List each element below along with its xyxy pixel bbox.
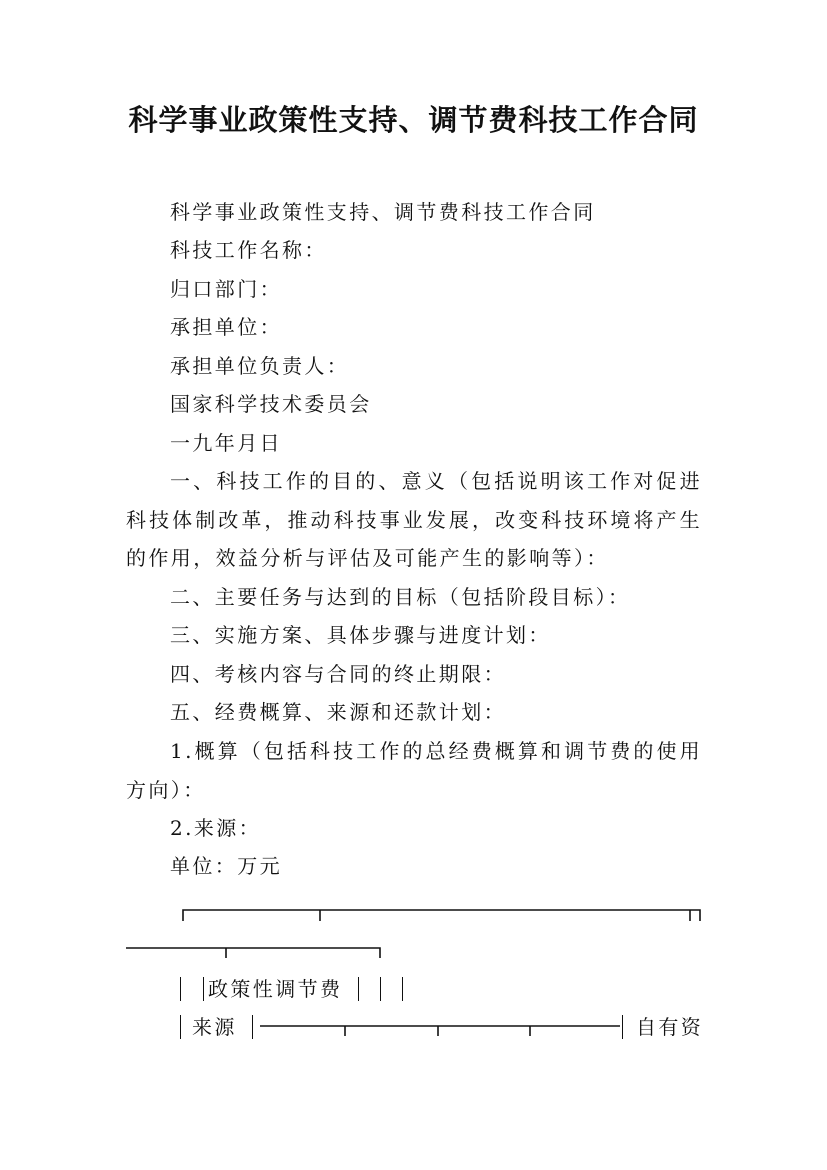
table-right-cell: 自有资 (636, 1015, 704, 1039)
table-vbar (358, 977, 359, 1001)
paragraph-budget: 1.概算（包括科技工作的总经费概算和调节费的使用方向）： (126, 739, 702, 802)
table-vbar (180, 977, 181, 1001)
paragraph-section-5: 五、经费概算、来源和还款计划： (170, 700, 506, 724)
table-vbar (180, 1015, 181, 1039)
paragraph-work-name: 科技工作名称： (170, 238, 327, 262)
document-title: 科学事业政策性支持、调节费科技工作合同 (128, 103, 699, 137)
table-vbar (380, 977, 381, 1001)
table-row-label: 来源 (192, 1015, 237, 1039)
paragraph-section-4: 四、考核内容与合同的终止期限： (170, 662, 506, 686)
paragraph-unit: 承担单位： (170, 315, 282, 339)
paragraph-source: 2.来源： (170, 816, 262, 840)
paragraph-contract-name: 科学事业政策性支持、调节费科技工作合同 (170, 200, 596, 224)
paragraph-unit-label: 单位：万元 (170, 854, 282, 878)
paragraph-section-3: 三、实施方案、具体步骤与进度计划： (170, 623, 551, 647)
table-vbar (622, 1015, 623, 1039)
paragraph-date: 一九年月日 (170, 431, 282, 455)
paragraph-section-2: 二、主要任务与达到的目标（包括阶段目标）： (170, 585, 631, 609)
paragraph-committee: 国家科学技术委员会 (170, 392, 372, 416)
table-header-cell: 政策性调节费 (208, 977, 343, 1001)
table-vbar (252, 1015, 253, 1039)
table-vbar (203, 977, 204, 1001)
paragraph-department: 归口部门： (170, 277, 282, 301)
paragraph-unit-head: 承担单位负责人： (170, 354, 350, 378)
table-vbar (402, 977, 403, 1001)
paragraph-section-1: 一、科技工作的目的、意义（包括说明该工作对促进科技体制改革，推动科技事业发展，改变科技环境将产生的作用，效益分析与评估及可能产生的影响等）： (126, 469, 702, 570)
